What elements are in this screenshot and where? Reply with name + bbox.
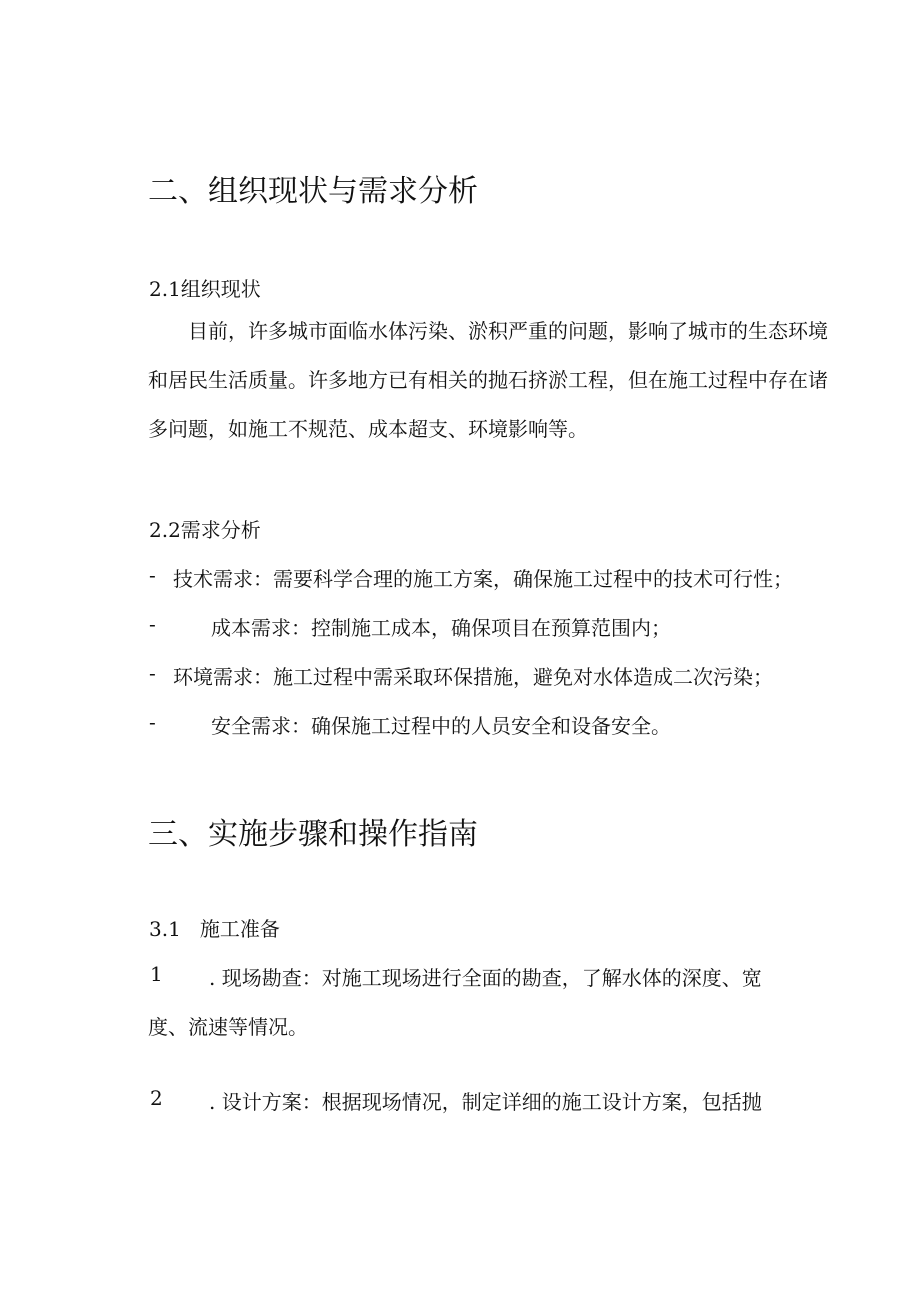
list-dash: - <box>149 661 156 685</box>
section-3-1-heading: 3.1 施工准备 <box>149 917 280 941</box>
list-dash: - <box>149 563 156 587</box>
section-2-1-heading: 2.1组织现状 <box>149 277 261 301</box>
step-text: . 设计方案：根据现场情况，制定详细的施工设计方案，包括抛 <box>209 1090 762 1114</box>
step-text-continued: 度、流速等情况。 <box>148 1015 308 1039</box>
list-item-text: 环境需求：施工过程中需采取环保措施，避免对水体造成二次污染； <box>173 665 773 689</box>
section-2-2-heading: 2.2需求分析 <box>149 518 261 542</box>
list-item-text: 安全需求：确保施工过程中的人员安全和设备安全。 <box>211 714 671 738</box>
section-3-heading: 三、实施步骤和操作指南 <box>148 817 478 852</box>
list-dash: - <box>149 612 156 636</box>
list-item-text: 技术需求：需要科学合理的施工方案，确保施工过程中的技术可行性； <box>173 567 793 591</box>
step-number: 1 <box>150 962 163 986</box>
section-2-1-paragraph <box>148 307 828 454</box>
list-dash: - <box>149 710 156 734</box>
section-2-1-text: 目前，许多城市面临水体污染、淤积严重的问题，影响了城市的生态环境和居民生活质量。许多地方已有相关的抛石挤淤工程，但在施工过程中存在诸多问题，如施工不规范、成本超支、环境影响等。 <box>148 319 828 441</box>
section-2-heading: 二、组织现状与需求分析 <box>148 174 478 209</box>
list-item-text: 成本需求：控制施工成本，确保项目在预算范围内； <box>211 616 671 640</box>
step-text: . 现场勘查：对施工现场进行全面的勘查，了解水体的深度、宽 <box>209 966 762 990</box>
step-number: 2 <box>150 1086 163 1110</box>
